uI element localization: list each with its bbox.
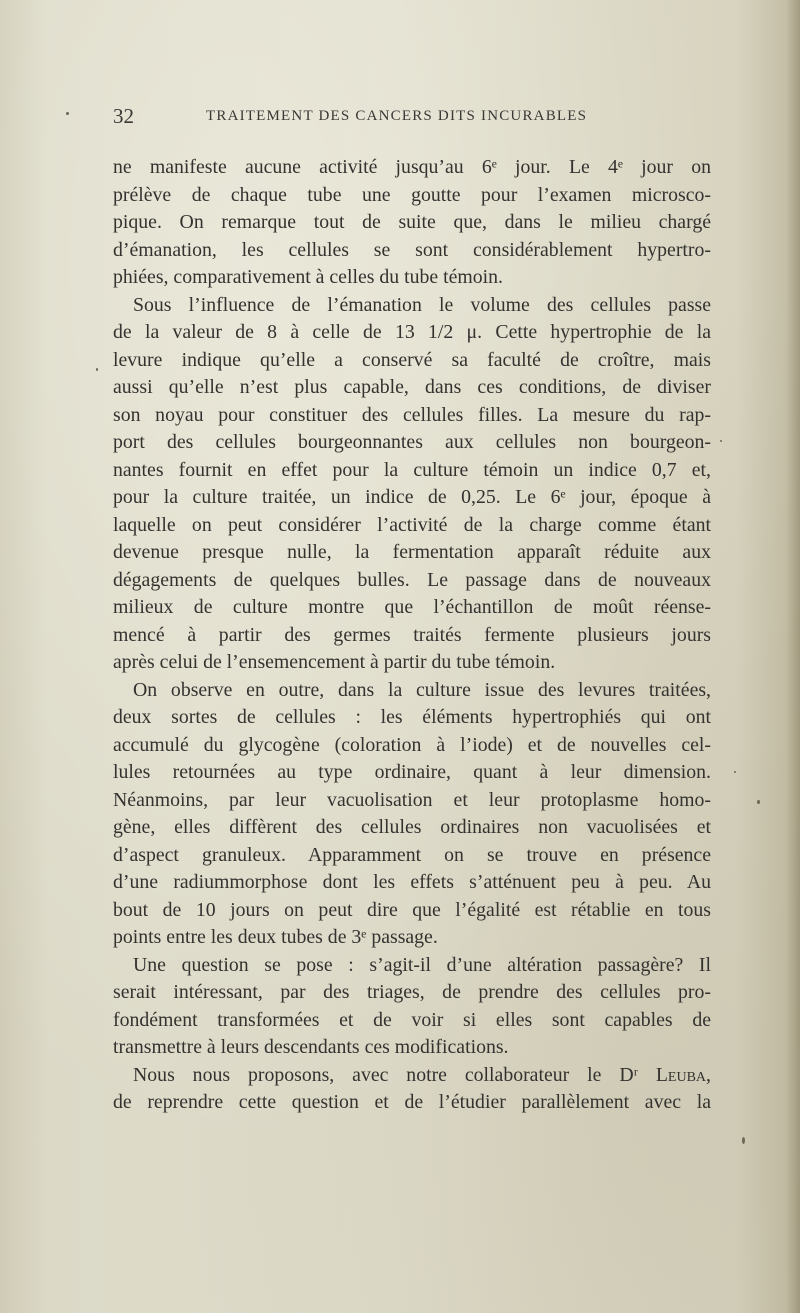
text-line: son noyau pour constituer des cellules filles. La mesure du rap- [113, 403, 711, 426]
text-line: accumulé du glycogène (coloration à l’iode) et de nouvelles cel- [113, 733, 711, 756]
text-line: bout de 10 jours on peut dire que l’égalité est rétablie en tous [113, 898, 711, 921]
text-line: pique. On remarque tout de suite que, dans le milieu chargé [113, 211, 711, 233]
text-line: de reprendre cette question et de l’étudier parallèlement avec la [113, 1091, 711, 1113]
text-line: points entre les deux tubes de 3ᵉ passage. [113, 926, 438, 948]
paper-speck [96, 368, 98, 371]
text-line: serait intéressant, par des triages, de prendre des cellules pro- [113, 981, 711, 1003]
text-line: d’aspect granuleux. Apparamment on se trouve en présence [113, 843, 711, 866]
paper-speck [720, 440, 722, 442]
text-line: laquelle on peut considérer l’activité de la charge comme étant [113, 513, 711, 536]
text-line: ne manifeste aucune activité jusqu’au 6ᵉ jour. Le 4ᵉ jour on [113, 156, 711, 178]
paper-speck [757, 800, 760, 804]
text-line: Nous nous proposons, avec notre collaborateur le Dʳ Leuba, [133, 1063, 711, 1086]
author-name-small-caps: Leuba [655, 1063, 707, 1086]
text-line: port des cellules bourgeonnantes aux cellules non bourgeon- [113, 431, 711, 453]
text-line: levure indique qu’elle a conservé sa faculté de croître, mais [113, 348, 711, 371]
text-line: lules retournées au type ordinaire, quant à leur dimension. [113, 761, 711, 783]
text-line: d’une radiummorphose dont les effets s’atténuent peu à peu. Au [113, 871, 711, 893]
text-line: mencé à partir des germes traités fermente plusieurs jours [113, 623, 711, 646]
paper-speck [734, 771, 736, 773]
text-line: d’émanation, les cellules se sont considérablement hypertro- [113, 238, 711, 261]
text-line: prélève de chaque tube une goutte pour l’examen microsco- [113, 183, 711, 206]
text-line: nantes fournit en effet pour la culture témoin un indice 0,7 et, [113, 458, 711, 481]
text-line: On observe en outre, dans la culture issue des levures traitées, [133, 678, 711, 701]
text-line: de la valeur de 8 à celle de 13 1/2 μ. Cette hypertrophie de la [113, 321, 711, 343]
text-line: Sous l’influence de l’émanation le volume des cellules passe [133, 293, 711, 316]
text-line: deux sortes de cellules : les éléments hypertrophiés qui ont [113, 706, 711, 728]
text-line: aussi qu’elle n’est plus capable, dans ces conditions, de diviser [113, 376, 711, 398]
text-line: Une question se pose : s’agit-il d’une altération passagère? Il [133, 953, 711, 976]
text-line: phiées, comparativement à celles du tube témoin. [113, 266, 503, 288]
running-title: TRAITEMENT DES CANCERS DITS INCURABLES [206, 108, 588, 124]
text-line: fondément transformées et de voir si elles sont capables de [113, 1008, 711, 1031]
text-line: dégagements de quelques bulles. Le passage dans de nouveaux [113, 568, 711, 591]
page-number: 32 [113, 104, 134, 128]
text-line: Néanmoins, par leur vacuolisation et leur protoplasme homo- [113, 788, 711, 811]
paper-speck [742, 1137, 745, 1144]
text-line: après celui de l’ensemencement à partir du tube témoin. [113, 651, 556, 673]
text-line: transmettre à leurs descendants ces modifications. [113, 1036, 509, 1058]
body-text [113, 154, 711, 1117]
text-line: milieux de culture montre que l’échantillon de moût réense- [113, 596, 711, 618]
page-header [113, 104, 713, 128]
text-line: gène, elles diffèrent des cellules ordinaires non vacuolisées et [113, 816, 711, 838]
text-line: devenue presque nulle, la fermentation apparaît réduite aux [113, 541, 711, 563]
text-line: pour la culture traitée, un indice de 0,25. Le 6ᵉ jour, époque à [113, 486, 711, 508]
paper-speck [66, 112, 69, 115]
